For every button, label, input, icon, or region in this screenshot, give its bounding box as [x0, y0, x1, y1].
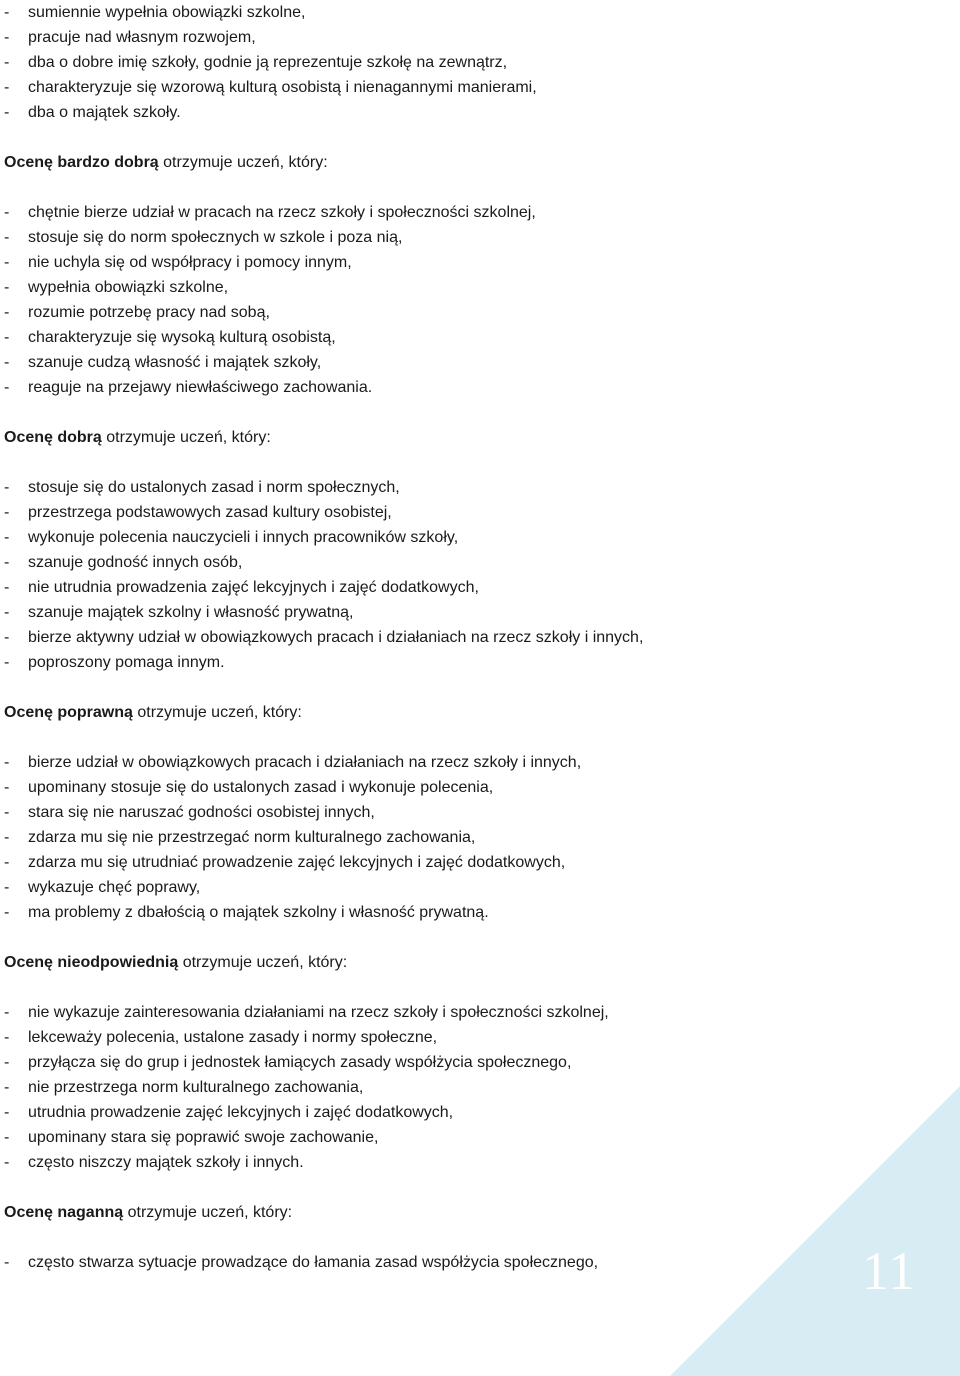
list-item-text: bierze aktywny udział w obowiązkowych pracach i działaniach na rzecz szkoły i innych,: [28, 629, 644, 646]
list-item: [4, 850, 904, 875]
spacer: [4, 675, 904, 700]
dash-marker: -: [4, 579, 10, 596]
list-item-text: nie utrudnia prowadzenia zajęć lekcyjnych i zajęć dodatkowych,: [28, 579, 479, 596]
dash-marker: -: [4, 104, 10, 121]
list-item-text: utrudnia prowadzenie zajęć lekcyjnych i zajęć dodatkowych,: [28, 1104, 454, 1121]
list-item-text: bierze udział w obowiązkowych pracach i działaniach na rzecz szkoły i innych,: [28, 754, 582, 771]
grade-heading-rest: otrzymuje uczeń, który:: [132, 704, 302, 721]
list-item: [4, 475, 904, 500]
grade-name: Ocenę naganną: [4, 1204, 124, 1221]
list-item: [4, 75, 904, 100]
list-item: [4, 650, 904, 675]
list-item-text: dba o dobre imię szkoły, godnie ją reprezentuje szkołę na zewnątrz,: [28, 54, 508, 71]
list-item-text: ma problemy z dbałością o majątek szkolny i własność prywatną.: [28, 904, 489, 921]
bullet-list: [4, 0, 904, 125]
bullet-list: [4, 200, 904, 400]
list-item: [4, 800, 904, 825]
dash-marker: -: [4, 1129, 10, 1146]
list-item-text: upominany stosuje się do ustalonych zasad i wykonuje polecenia,: [28, 779, 494, 796]
list-item-text: pracuje nad własnym rozwojem,: [28, 29, 256, 46]
list-item: [4, 550, 904, 575]
dash-marker: -: [4, 854, 10, 871]
dash-marker: -: [4, 779, 10, 796]
spacer: [4, 725, 904, 750]
list-item-text: charakteryzuje się wysoką kulturą osobistą,: [28, 329, 336, 346]
dash-marker: -: [4, 254, 10, 271]
dash-marker: -: [4, 1054, 10, 1071]
list-item-text: szanuje godność innych osób,: [28, 554, 243, 571]
grade-heading-rest: otrzymuje uczeń, który:: [178, 954, 348, 971]
spacer: [4, 400, 904, 425]
list-item: [4, 575, 904, 600]
list-item: [4, 375, 904, 400]
dash-marker: -: [4, 29, 10, 46]
list-item-text: nie wykazuje zainteresowania działaniami na rzecz szkoły i społeczności szkolnej,: [28, 1004, 609, 1021]
list-item: [4, 900, 904, 925]
list-item-text: charakteryzuje się wzorową kulturą osobistą i nienagannymi manierami,: [28, 79, 537, 96]
dash-marker: -: [4, 1154, 10, 1171]
list-item: [4, 225, 904, 250]
list-item: [4, 25, 904, 50]
list-item: [4, 50, 904, 75]
list-item: [4, 825, 904, 850]
dash-marker: -: [4, 354, 10, 371]
dash-marker: -: [4, 279, 10, 296]
dash-marker: -: [4, 204, 10, 221]
spacer: [4, 975, 904, 1000]
list-item: [4, 350, 904, 375]
list-item: [4, 100, 904, 125]
list-item-text: wypełnia obowiązki szkolne,: [28, 279, 229, 296]
list-item-text: stosuje się do ustalonych zasad i norm społecznych,: [28, 479, 400, 496]
dash-marker: -: [4, 529, 10, 546]
dash-marker: -: [4, 4, 10, 21]
dash-marker: -: [4, 904, 10, 921]
list-item-text: rozumie potrzebę pracy nad sobą,: [28, 304, 270, 321]
list-item-text: zdarza mu się utrudniać prowadzenie zajęć lekcyjnych i zajęć dodatkowych,: [28, 854, 566, 871]
grade-heading-rest: otrzymuje uczeń, który:: [158, 154, 328, 171]
dash-marker: -: [4, 829, 10, 846]
list-item-text: chętnie bierze udział w pracach na rzecz szkoły i społeczności szkolnej,: [28, 204, 536, 221]
list-item-text: szanuje cudzą własność i majątek szkoły,: [28, 354, 322, 371]
dash-marker: -: [4, 1079, 10, 1096]
dash-marker: -: [4, 54, 10, 71]
dash-marker: -: [4, 1104, 10, 1121]
list-item: [4, 750, 904, 775]
list-item: [4, 275, 904, 300]
list-item: [4, 525, 904, 550]
list-item: [4, 600, 904, 625]
dash-marker: -: [4, 1254, 10, 1271]
dash-marker: -: [4, 379, 10, 396]
list-item-text: lekceważy polecenia, ustalone zasady i normy społeczne,: [28, 1029, 438, 1046]
list-item: [4, 1050, 904, 1075]
list-item-text: dba o majątek szkoły.: [28, 104, 181, 121]
dash-marker: -: [4, 229, 10, 246]
dash-marker: -: [4, 329, 10, 346]
list-item: [4, 325, 904, 350]
grade-name: Ocenę nieodpowiednią: [4, 954, 179, 971]
spacer: [4, 450, 904, 475]
dash-marker: -: [4, 554, 10, 571]
spacer: [4, 925, 904, 950]
document-body: [4, 0, 904, 1275]
grade-heading: [4, 150, 904, 175]
dash-marker: -: [4, 654, 10, 671]
list-item-text: przyłącza się do grup i jednostek łamiących zasady współżycia społecznego,: [28, 1054, 572, 1071]
dash-marker: -: [4, 879, 10, 896]
list-item-text: stara się nie naruszać godności osobistej innych,: [28, 804, 375, 821]
dash-marker: -: [4, 1004, 10, 1021]
page-corner-decoration: [670, 1086, 960, 1376]
dash-marker: -: [4, 604, 10, 621]
list-item: [4, 875, 904, 900]
list-item-text: reaguje na przejawy niewłaściwego zachowania.: [28, 379, 373, 396]
list-item-text: zdarza mu się nie przestrzegać norm kulturalnego zachowania,: [28, 829, 476, 846]
list-item-text: stosuje się do norm społecznych w szkole i poza nią,: [28, 229, 403, 246]
page-number: 11: [862, 1241, 916, 1301]
list-item-text: sumiennie wypełnia obowiązki szkolne,: [28, 4, 306, 21]
dash-marker: -: [4, 754, 10, 771]
list-item: [4, 775, 904, 800]
list-item-text: często niszczy majątek szkoły i innych.: [28, 1154, 304, 1171]
dash-marker: -: [4, 304, 10, 321]
list-item-text: upominany stara się poprawić swoje zachowanie,: [28, 1129, 379, 1146]
spacer: [4, 175, 904, 200]
list-item: [4, 500, 904, 525]
grade-name: Ocenę bardzo dobrą: [4, 154, 159, 171]
list-item: [4, 0, 904, 25]
list-item-text: nie uchyla się od współpracy i pomocy innym,: [28, 254, 352, 271]
bullet-list: [4, 475, 904, 675]
grade-heading: [4, 950, 904, 975]
dash-marker: -: [4, 804, 10, 821]
list-item-text: często stwarza sytuacje prowadzące do łamania zasad współżycia społecznego,: [28, 1254, 599, 1271]
list-item: [4, 1025, 904, 1050]
grade-heading-rest: otrzymuje uczeń, który:: [101, 429, 271, 446]
grade-heading: [4, 425, 904, 450]
list-item-text: szanuje majątek szkolny i własność prywatną,: [28, 604, 354, 621]
bullet-list: [4, 750, 904, 925]
list-item-text: przestrzega podstawowych zasad kultury osobistej,: [28, 504, 392, 521]
list-item-text: poproszony pomaga innym.: [28, 654, 225, 671]
list-item: [4, 1000, 904, 1025]
dash-marker: -: [4, 79, 10, 96]
grade-heading: [4, 700, 904, 725]
list-item-text: nie przestrzega norm kulturalnego zachowania,: [28, 1079, 364, 1096]
list-item: [4, 300, 904, 325]
spacer: [4, 125, 904, 150]
grade-name: Ocenę poprawną: [4, 704, 133, 721]
dash-marker: -: [4, 479, 10, 496]
list-item-text: wykonuje polecenia nauczycieli i innych pracowników szkoły,: [28, 529, 459, 546]
list-item: [4, 200, 904, 225]
grade-heading-rest: otrzymuje uczeń, który:: [123, 1204, 293, 1221]
grade-name: Ocenę dobrą: [4, 429, 102, 446]
dash-marker: -: [4, 629, 10, 646]
list-item: [4, 625, 904, 650]
dash-marker: -: [4, 1029, 10, 1046]
list-item: [4, 250, 904, 275]
list-item-text: wykazuje chęć poprawy,: [28, 879, 201, 896]
dash-marker: -: [4, 504, 10, 521]
